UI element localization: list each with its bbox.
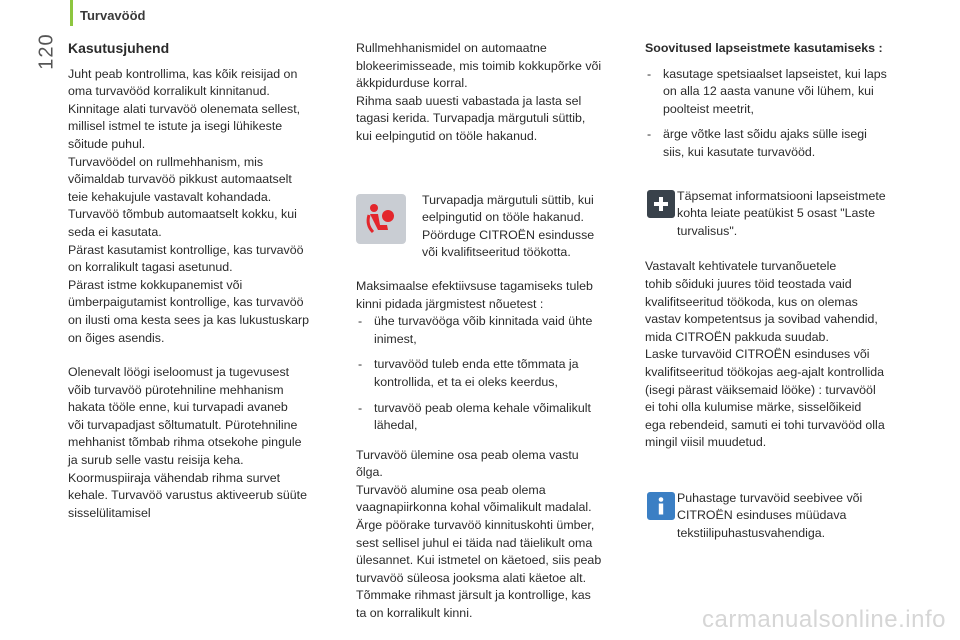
requirements-list xyxy=(356,313,631,435)
child-seat-info-note: Täpsemat informatsiooni lapseistmete kohta leiate peatükist 5 osast "Laste turvalisus". xyxy=(645,188,920,241)
list-item: - turvavööd tuleb enda ette tõmmata ja kontrollida, et ta ei oleks keerdus, xyxy=(356,356,631,391)
airbag-warning-note: Turvapadja märgutuli süttib, kui eelpingutid on tööle hakanud. Pöörduge CITROËN esindusse või kvalifitseeritud töökotta. xyxy=(356,192,631,262)
list-item: - ühe turvavööga võib kinnitada vaid ühte inimest, xyxy=(356,313,631,348)
list-item: - ärge võtke last sõidu ajaks sülle isegi siis, kui kasutate turvavööd. xyxy=(645,126,920,161)
airbag-warning-icon xyxy=(356,194,406,244)
list-item: - kasutage spetsiaalset lapseistet, kui laps on alla 12 aasta vanune või lühem, kui poolteist meetrit, xyxy=(645,66,920,119)
column-3 xyxy=(645,40,920,543)
child-seat-list xyxy=(645,66,920,162)
header-accent-bar xyxy=(70,0,73,26)
pyrotechnic-paragraph: Olenevalt löögi iseloomust ja tugevusest võib turvavöö pürotehniline mehhanism hakata tööle enne, kui turvapadi avaneb või turvapadjast sõltumatult. Pürotehniline mehhanist tõmbab rihma otsekohe pingule ja surub selle vastu reisija keha. Koormuspiiraja vähendab rihma survet kehale. Turvavöö varustus aktiveerub süüte sisselülitamisel xyxy=(68,365,307,520)
cleaning-info-note: Puhastage turvavöid seebivee või CITROËN esinduses müüdava tekstiilipuhastusvahendiga. xyxy=(645,490,920,543)
column-2 xyxy=(356,40,631,623)
child-seat-recommendations-title: Soovitused lapseistmete kasutamiseks : xyxy=(645,41,883,55)
requirements-intro: Maksimaalse efektiivsuse tagamiseks tuleb kinni pidada järgmistest nõuetest : xyxy=(356,278,593,311)
plus-icon xyxy=(645,188,677,220)
operating-instructions-paragraph: Juht peab kontrollima, kas kõik reisijad on oma turvavööd korralikult kinnitanud. Kinnitage alati turvavöö olenemata sellest, millisel istmel te istute ja isegi lühikeste sõitude puhul. Turvavöödel on rullmehhanism, mis võimaldab turvavöö pikkust automaatselt teie kehakujule vastavalt kohandada. Turvavöö tõmbub automaatselt kokku, kui seda ei kasutata. Pärast kasutamist kontrollige, kas turvavöö on korralikult tagasi asetunud. Pärast istme kokkupanemist või ümberpaigutamist kontrollige, kas turvavöö on ilusti oma kesta sees ja kas lukustuskarp on õiges asendis. xyxy=(68,66,310,345)
servicing-paragraph: Vastavalt kehtivatele turvanõuetele tohib sõiduki juures töid teostada vaid kvalifitseeritud töökoda, kus on olemas vastav kompetentsus ja sovibad vahendid, mida CITROËN pakkuda suudab. Laske turvavöid CITROËN esinduses või kvalifitseeritud töökojas aeg-ajalt kontrollida (isegi pärast väiksemaid lööke) : turvavööl ei tohi olla kulumise märke, sisselõikeid ega rebendeid, samuti ei tohi turvavööd olla mingil viisil muudetud. xyxy=(645,259,885,450)
info-icon xyxy=(645,490,677,522)
retractor-paragraph: Rullmehhanismidel on automaatne blokeerimisseade, mis toimib kokkupõrke või äkkpidurduse korral. Rihma saab uuesti vabastada ja lasta sel tagasi kerida. Turvapadja märgutuli süttib, kui eelpingutid on tööle hakanud. xyxy=(356,41,602,143)
belt-position-paragraph: Turvavöö ülemine osa peab olema vastu õlga. Turvavöö alumine osa peab olema vaagnapiirkonna kohal võimalikult madalal. Ärge pöörake turvavöö kinnituskohti ümber, sest sellisel juhul ei täida nad täielikult oma ülesannet. Kui istmetel on käetoed, siis peab turvavöö süleosa jooksma alati käetoe alt. Tõmmake rihmast järsult ja kontrollige, kas ta on korralikult kinni. xyxy=(356,447,602,621)
section-title: Kasutusjuhend xyxy=(68,40,170,56)
column-1 xyxy=(68,40,340,522)
watermark: carmanualsonline.info xyxy=(702,606,946,633)
chapter-title: Turvavööd xyxy=(80,8,146,23)
list-item: - turvavöö peab olema kehale võimalikult lähedal, xyxy=(356,400,631,435)
page-number: 120 xyxy=(35,33,58,70)
